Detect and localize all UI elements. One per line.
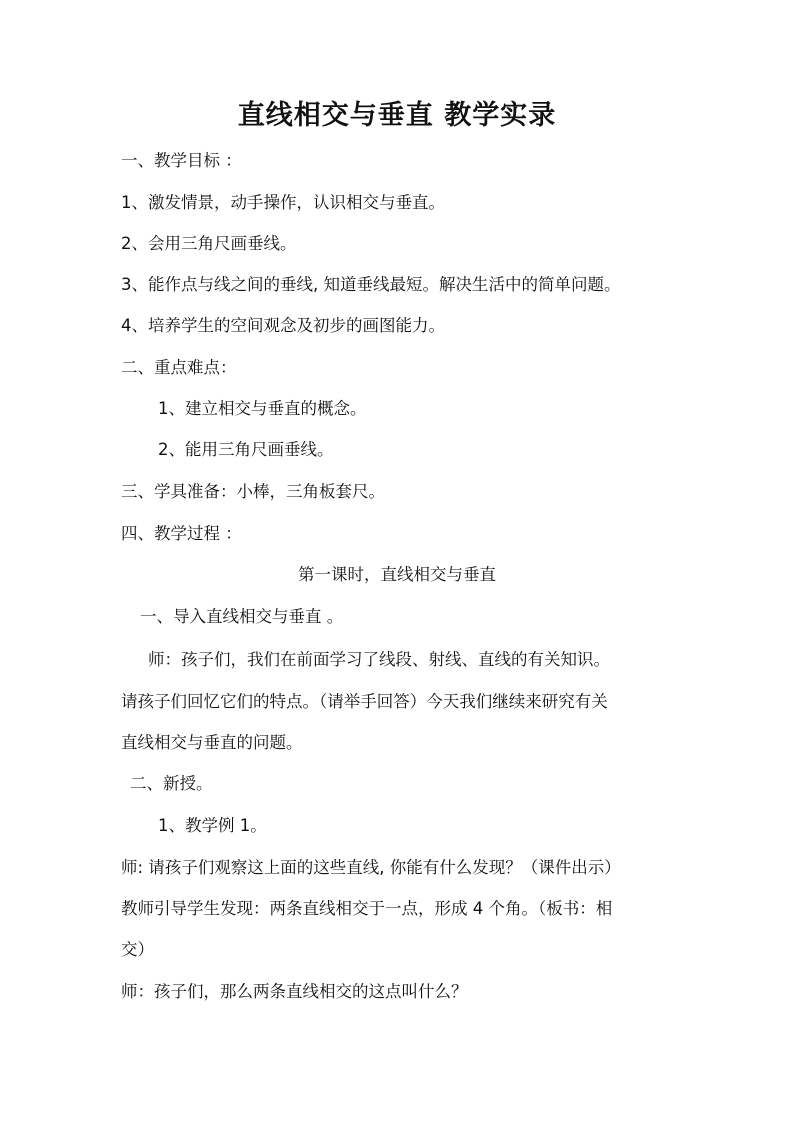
paragraph-line: 直线相交与垂直的问题。 [121,733,303,752]
part-introduction-heading: 一、导入直线相交与垂直 。 [140,607,344,626]
section-key-points-heading: 二、重点难点： [121,358,237,377]
part-new-lesson-heading: 二、新授。 [130,774,213,793]
section-process-heading: 四、教学过程 ： [121,524,242,543]
paragraph-line: 请孩子们回忆它们的特点。（请举手回答）今天我们继续来研究有关 [121,692,608,711]
paragraph-line: 师：孩子们，那么两条直线相交的这点叫什么？ [121,982,468,1001]
goal-item-3: 3、能作点与线之间的垂线, 知道垂线最短。解决生活中的简单问题。 [121,275,621,294]
paragraph-line: 师：孩子们，我们在前面学习了线段、射线、直线的有关知识。 [148,650,610,669]
example-1-heading: 1、教学例 1。 [158,816,267,835]
paragraph-line: 交） [121,940,154,959]
paragraph-line: 教师引导学生发现：两条直线相交于一点，形成 4 个角。（板书：相 [121,899,613,918]
lesson-subtitle: 第一课时，直线相交与垂直 [298,565,496,584]
goal-item-2: 2、会用三角尺画垂线。 [121,234,297,253]
goal-item-4: 4、培养学生的空间观念及初步的画图能力。 [121,316,445,335]
goal-item-1: 1、激发情景，动手操作，认识相交与垂直。 [121,193,445,212]
key-point-1: 1、建立相交与垂直的概念。 [158,399,367,418]
document-title: 直线相交与垂直 教学实录 [237,100,557,131]
section-teaching-goals-heading: 一、教学目标 ： [121,151,242,170]
key-point-2: 2、能用三角尺画垂线。 [158,440,334,459]
paragraph-line: 师: 请孩子们观察这上面的这些直线, 你能有什么发现？（课件出示） [121,858,621,877]
section-materials: 三、学具准备：小棒，三角板套尺。 [121,482,385,501]
